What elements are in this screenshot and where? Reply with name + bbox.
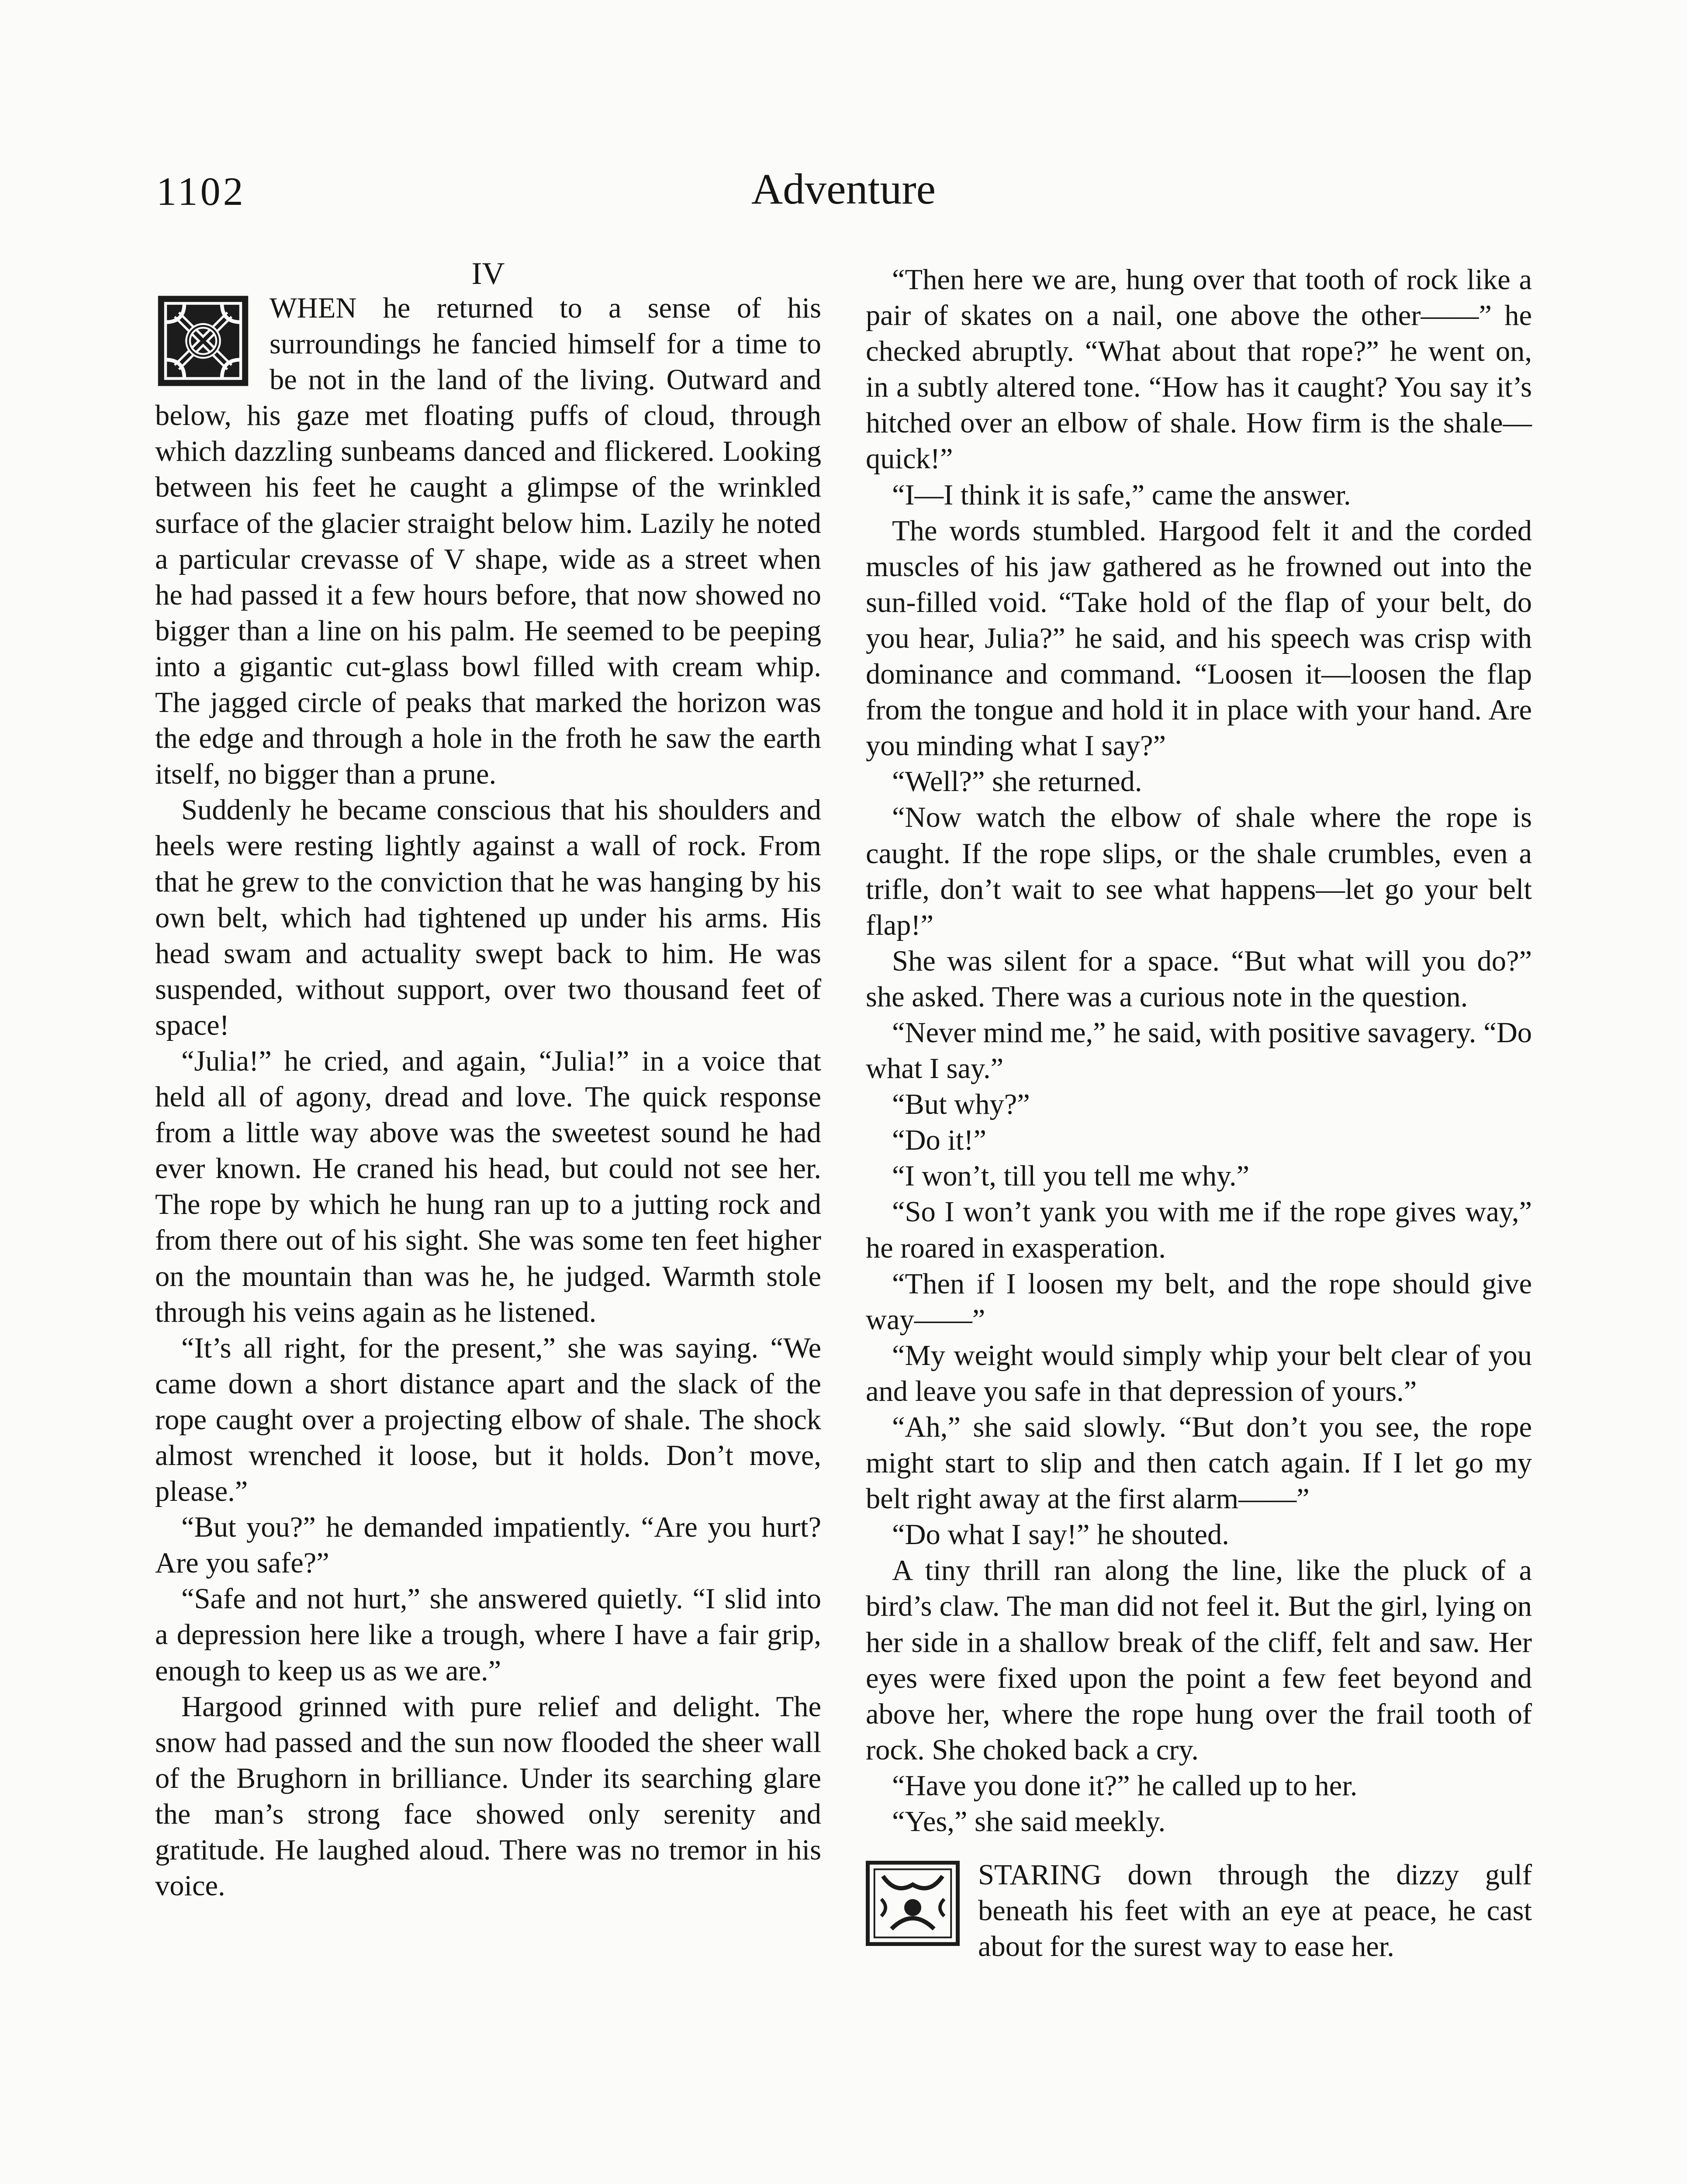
paragraph: “So I won’t yank you with me if the rope gives way,” he roared in exasperation.: [866, 1196, 1532, 1264]
paragraph: “Have you done it?” he called up to her.: [892, 1769, 1358, 1802]
paragraph: “I—I think it is safe,” came the answer.: [892, 479, 1351, 511]
floral-initial-icon: [866, 1861, 960, 1946]
paragraph: “Ah,” she said slowly. “But don’t you see, the rope might start to slip and then catch again. If I let go my belt right away at the first alarm——”: [866, 1411, 1532, 1515]
paragraph: “Yes,” she said meekly.: [892, 1806, 1166, 1838]
paragraph: “Julia!” he cried, and again, “Julia!” in a voice that held all of agony, dread and love. The quick response from a little way above was the sweetest sound he had ever known. He craned his head, but could not see her. The rope by which he hung ran up to a jutting rock and from there out of his sight. She was some ten feet higher on the mountain than was he, he judged. Warmth stole through his veins again as he listened.: [155, 1045, 821, 1328]
paragraph: “Do it!”: [892, 1124, 987, 1157]
celtic-knot-initial-icon: [155, 294, 251, 388]
paragraph: “My weight would simply whip your belt clear of you and leave you safe in that depression of yours.”: [866, 1339, 1532, 1407]
paragraph: “Safe and not hurt,” she answered quietly. “I slid into a depression here like a trough, where I have a fair grip, enough to keep us as we are.”: [155, 1583, 821, 1687]
running-title: Adventure: [751, 165, 936, 213]
section-numeral: IV: [471, 256, 505, 291]
paragraph: “Never mind me,” he said, with positive savagery. “Do what I say.”: [866, 1016, 1532, 1085]
paragraph: The words stumbled. Hargood felt it and the corded muscles of his jaw gathered as he frowned out into the sun-filled void. “Take hold of the flap of your belt, do you hear, Julia?” he said, and his speech was crisp with dominance and command. “Loosen it—loosen the flap from the tongue and hold it in place with your hand. Are you minding what I say?”: [866, 515, 1532, 762]
paragraph: “It’s all right, for the present,” she was saying. “We came down a short distance apart and the slack of the rope caught over a projecting elbow of shale. The shock almost wrenched it loose, but it holds. Don’t move, please.”: [155, 1332, 821, 1508]
left-column: [155, 290, 821, 1904]
paragraph: A tiny thrill ran along the line, like the pluck of a bird’s claw. The man did not feel it. But the girl, lying on her side in a shallow break of the cliff, felt and saw. Her eyes were fixed upon the point a few feet beyond and above her, where the rope hung over the frail tooth of rock. She choked back a cry.: [866, 1555, 1532, 1766]
page-number: 1102: [156, 169, 246, 214]
paragraph: “Then here we are, hung over that tooth of rock like a pair of skates on a nail, one above the other——” he checked abruptly. “What about that rope?” he went on, in a subtly altered tone. “How has it caught? You say it’s hitched over an elbow of shale. How firm is the shale—quick!”: [866, 264, 1532, 475]
paragraph: “Now watch the elbow of shale where the rope is caught. If the rope slips, or the shale crumbles, even a trifle, don’t wait to see what happens—let go your belt flap!”: [866, 802, 1532, 941]
paragraph: “But why?”: [892, 1089, 1030, 1121]
opening-paragraph: WHEN he returned to a sense of his surroundings he fancied himself for a time to be not in the land of the living. Outward and below, his gaze met floating puffs of cloud, through which dazzling sunbeams danced and flickered. Looking between his feet he caught a glimpse of the wrinkled surface of the glacier straight below him. Lazily he noted a particular crevasse of V shape, wide as a street when he had passed it a few hours before, that now showed no bigger than a line on his palm. He seemed to be peeping into a gigantic cut-glass bowl filled with cream whip. The jagged circle of peaks that marked the horizon was the edge and through a hole in the froth he saw the earth itself, no bigger than a prune.: [155, 292, 821, 791]
paragraph: She was silent for a space. “But what will you do?” she asked. There was a curious note in the question.: [866, 945, 1532, 1013]
right-column: [866, 262, 1532, 1965]
paragraph: Hargood grinned with pure relief and delight. The snow had passed and the sun now flooded the sheer wall of the Brughorn in brilliance. Under its searching glare the man’s strong face showed only serenity and gratitude. He laughed aloud. There was no tremor in his voice.: [155, 1690, 821, 1902]
paragraph: “Well?” she returned.: [892, 766, 1142, 798]
paragraph: “I won’t, till you tell me why.”: [892, 1160, 1250, 1192]
closing-paragraph: STARING down through the dizzy gulf beneath his feet with an eye at peace, he cast about for the surest way to ease her.: [866, 1857, 1532, 1965]
paragraph: Suddenly he became conscious that his shoulders and heels were resting lightly against a wall of rock. From that he grew to the conviction that he was hanging by his own belt, which had tightened up under his arms. His head swam and actuality swept back to him. He was suspended, without support, over two thousand feet of space!: [155, 794, 821, 1041]
paragraph: “Then if I loosen my belt, and the rope should give way——”: [866, 1268, 1532, 1336]
paragraph: “Do what I say!” he shouted.: [892, 1519, 1229, 1551]
paragraph: “But you?” he demanded impatiently. “Are you hurt? Are you safe?”: [155, 1511, 821, 1579]
